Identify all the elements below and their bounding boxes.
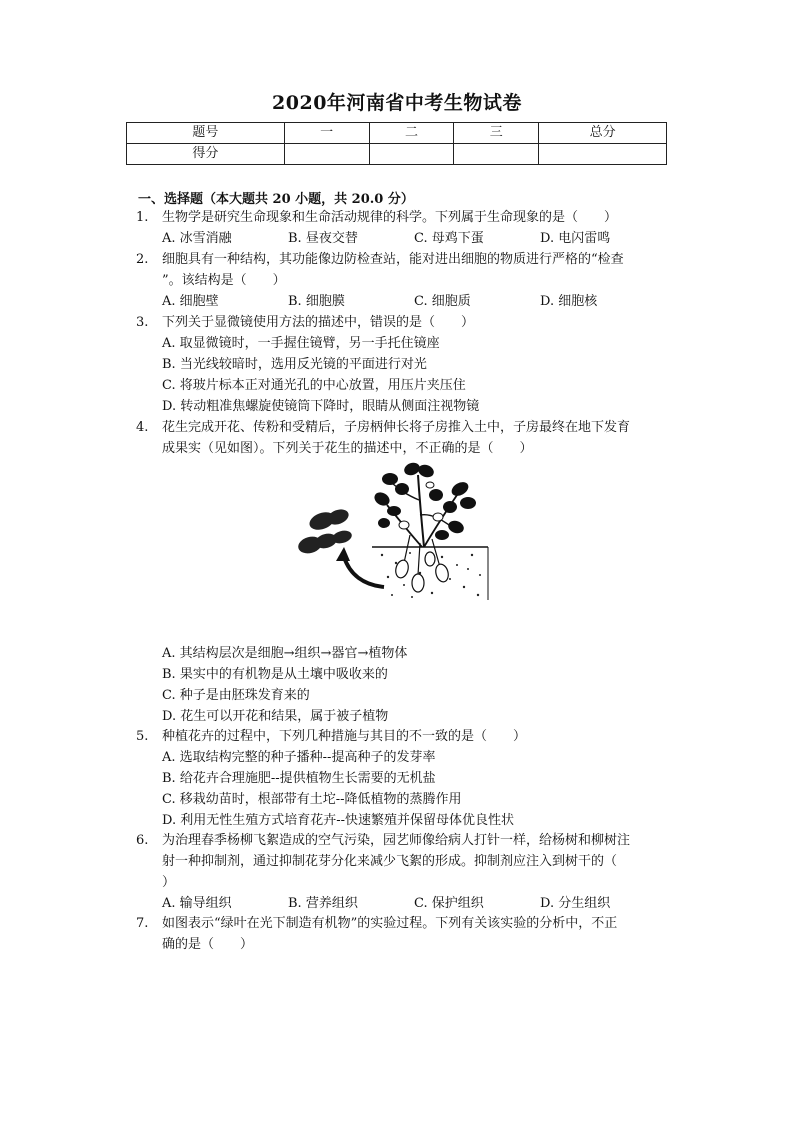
score-header-cell: 三: [454, 123, 539, 144]
question-1: [136, 207, 676, 249]
score-table-header-row: [127, 123, 667, 144]
question-stem-line: 射一种抑制剂，通过抑制花芽分化来减少飞絮的形成。抑制剂应注入到树干的（: [162, 854, 618, 869]
option-c: C. 保护组织: [414, 896, 484, 911]
question-2: [136, 249, 676, 312]
option-c: C. 移栽幼苗时，根部带有土坨--降低植物的蒸腾作用: [162, 792, 462, 807]
question-stem-line: 为治理春季杨柳飞絮造成的空气污染，园艺师像给病人打针一样，给杨树和柳树注: [162, 833, 631, 848]
question-stem: 生物学是研究生命现象和生命活动规律的科学。下列属于生命现象的是（ ）: [162, 210, 618, 225]
option-d: D. 分生组织: [540, 896, 611, 911]
exam-title: 2020年河南省中考生物试卷: [272, 92, 522, 114]
option-a: A. 冰雪消融: [162, 231, 232, 246]
option-a: A. 选取结构完整的种子播种--提高种子的发芽率: [162, 750, 436, 765]
question-number: 1.: [136, 210, 149, 225]
option-row: [162, 893, 676, 914]
peanut-plant-illustration: [372, 461, 476, 592]
question-5: [136, 726, 676, 831]
score-header-cell: 题号: [127, 123, 285, 144]
question-number: 4.: [136, 420, 149, 435]
option-d: D. 电闪雷鸣: [540, 231, 611, 246]
question-number: 5.: [136, 729, 149, 744]
option-c: C. 母鸡下蛋: [414, 231, 484, 246]
option-a: A. 输导组织: [162, 896, 232, 911]
question-3: [136, 312, 676, 417]
option-b: B. 当光线较暗时，选用反光镜的平面进行对光: [162, 357, 427, 372]
option-d: D. 细胞核: [540, 294, 598, 309]
question-stem: 种植花卉的过程中，下列几种措施与其目的不一致的是（ ）: [162, 729, 527, 744]
score-header-cell: 总分: [539, 123, 667, 144]
question-stem-line: ”。该结构是（ ）: [162, 273, 286, 288]
question-stem-line: 花生完成开花、传粉和受精后，子房柄伸长将子房推入土中，子房最终在地下发育: [162, 420, 631, 435]
question-number: 7.: [136, 916, 149, 931]
score-cell: [284, 144, 369, 165]
option-c: C. 将玻片标本正对通光孔的中心放置，用压片夹压住: [162, 378, 466, 393]
option-row: [162, 228, 676, 249]
question-stem-line: ）: [162, 875, 176, 890]
option-a: A. 取显微镜时，一手握住镜臂，另一手托住镜座: [162, 336, 440, 351]
option-d: D. 花生可以开花和结果，属于被子植物: [162, 709, 389, 724]
question-number: 6.: [136, 833, 149, 848]
question-4: [136, 417, 676, 459]
score-header-cell: 一: [284, 123, 369, 144]
question-4-options: [136, 643, 676, 727]
score-table: [126, 122, 667, 165]
question-stem-line: 确的是（ ）: [162, 937, 254, 952]
option-b: B. 营养组织: [288, 896, 358, 911]
question-number: 2.: [136, 252, 149, 267]
question-stem-line: 如图表示“绿叶在光下制造有机物”的实验过程。下列有关该实验的分析中，不正: [162, 916, 618, 931]
option-c: C. 种子是由胚珠发育来的: [162, 688, 310, 703]
question-number: 3.: [136, 315, 149, 330]
question-stem-line: 细胞具有一种结构，其功能像边防检查站，能对进出细胞的物质进行严格的“检查: [162, 252, 624, 267]
option-d: D. 转动粗准焦螺旋使镜筒下降时，眼睛从侧面注视物镜: [162, 399, 480, 414]
option-b: B. 给花卉合理施肥--提供植物生长需要的无机盐: [162, 771, 436, 786]
option-d: D. 利用无性生殖方式培育花卉--快速繁殖并保留母体优良性状: [162, 813, 515, 828]
peanut-pods-illustration: [296, 507, 353, 556]
score-table-score-row: [127, 144, 667, 165]
score-cell: [454, 144, 539, 165]
score-header-cell: 二: [369, 123, 454, 144]
question-stem: 下列关于显微镜使用方法的描述中，错误的是（ ）: [162, 315, 475, 330]
section-heading: 一、选择题（本大题共 20 小题，共 20.0 分）: [138, 192, 414, 207]
option-a: A. 其结构层次是细胞→组织→器官→植物体: [162, 646, 408, 661]
option-b: B. 果实中的有机物是从土壤中吸收来的: [162, 667, 388, 682]
option-c: C. 细胞质: [414, 294, 471, 309]
peanut-plant-figure: [292, 455, 502, 615]
option-b: B. 昼夜交替: [288, 231, 358, 246]
score-cell: [369, 144, 454, 165]
score-row-label: 得分: [127, 144, 285, 165]
option-row: [162, 291, 676, 312]
question-stem-line: 成果实（见如图）。下列关于花生的描述中，不正确的是（ ）: [162, 441, 533, 456]
option-a: A. 细胞壁: [162, 294, 219, 309]
question-7: [136, 913, 676, 955]
arrow-icon: [336, 547, 384, 587]
score-cell: [539, 144, 667, 165]
question-6: [136, 830, 676, 914]
option-b: B. 细胞膜: [288, 294, 345, 309]
